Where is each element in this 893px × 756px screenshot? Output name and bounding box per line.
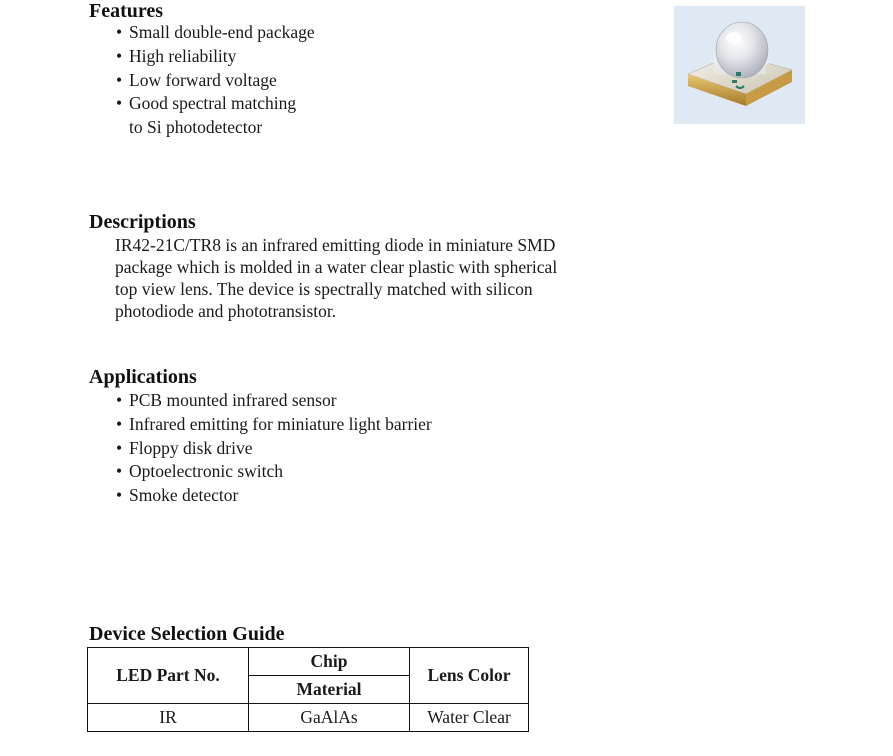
applications-list [116, 389, 432, 508]
bullet-icon: • [116, 390, 123, 410]
list-item: • Small double-end package [116, 21, 315, 45]
list-item: • PCB mounted infrared sensor [116, 389, 432, 413]
list-item: • Optoelectronic switch [116, 460, 432, 484]
list-item: • Low forward voltage [116, 69, 315, 93]
description-line: package which is molded in a water clear plastic with spherical [115, 257, 558, 277]
list-item: • Infrared emitting for miniature light barrier [116, 413, 432, 437]
description-line: top view lens. The device is spectrally matched with silicon [115, 279, 533, 299]
list-item-continuation: to Si photodetector [129, 117, 263, 138]
cell-part-no: IR [88, 704, 249, 732]
features-list [116, 21, 315, 140]
bullet-icon: • [116, 461, 123, 482]
bullet-icon: • [116, 69, 123, 90]
bullet-icon: • [116, 45, 123, 66]
list-item: • Good spectral matching [116, 92, 315, 116]
selection-guide-heading: Device Selection Guide [89, 623, 285, 645]
bullet-icon: • [116, 22, 123, 42]
list-item: • Smoke detector [116, 484, 432, 508]
header-material: Material [249, 676, 410, 704]
header-chip: Chip [249, 648, 410, 676]
bullet-icon: • [116, 93, 123, 114]
applications-heading: Applications [89, 366, 197, 388]
list-item: • High reliability [116, 45, 315, 69]
bullet-icon: • [116, 485, 123, 506]
cell-lens-color: Water Clear [410, 704, 529, 732]
header-lens-color: Lens Color [410, 648, 529, 704]
descriptions-paragraph [115, 234, 595, 322]
product-photo [674, 6, 805, 124]
descriptions-heading: Descriptions [89, 211, 196, 233]
description-line: photodiode and phototransistor. [115, 301, 337, 321]
cell-material: GaAlAs [249, 704, 410, 732]
list-item: • Floppy disk drive [116, 437, 432, 461]
bullet-icon: • [116, 413, 123, 434]
bullet-icon: • [116, 437, 123, 458]
features-heading: Features [89, 0, 164, 22]
smd-ir-led-icon [674, 6, 805, 124]
selection-guide-table [87, 647, 529, 732]
header-part-no: LED Part No. [88, 648, 249, 704]
table-row [88, 704, 529, 732]
description-line: IR42-21C/TR8 is an infrared emitting diode in miniature SMD [115, 235, 556, 255]
